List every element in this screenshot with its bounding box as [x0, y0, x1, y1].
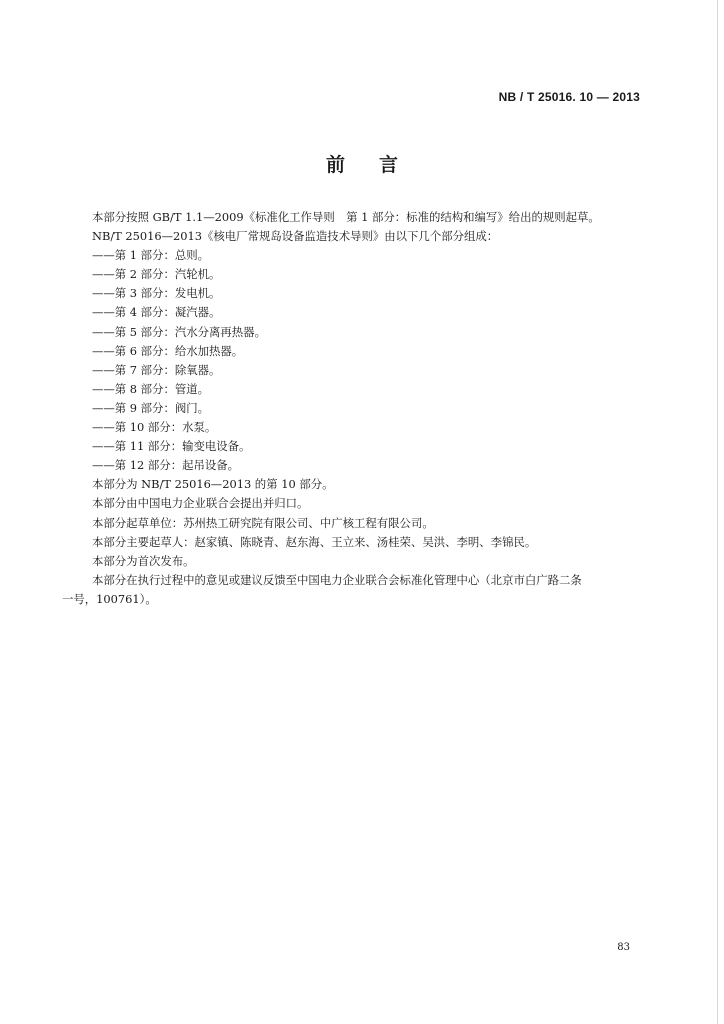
page-number: 83: [617, 942, 630, 953]
drafting-units-statement: 本部分起草单位：苏州热工研究院有限公司、中广核工程有限公司。: [92, 515, 434, 530]
list-item: ——第 11 部分：输变电设备。: [92, 439, 251, 454]
page-title: 前言: [325, 154, 432, 176]
feedback-statement-line-2: 一号，100761）。: [62, 591, 157, 606]
list-item: ——第 8 部分：管道。: [92, 381, 210, 396]
list-item: ——第 4 部分：凝汽器。: [92, 305, 221, 320]
list-item: ——第 9 部分：阀门。: [92, 400, 210, 415]
body-text: [62, 208, 662, 609]
list-item: ——第 12 部分：起吊设备。: [92, 458, 240, 473]
proposed-by-statement: 本部分由中国电力企业联合会提出并归口。: [92, 496, 309, 511]
first-release-statement: 本部分为首次发布。: [92, 553, 195, 568]
this-part-statement: 本部分为 NB/T 25016—2013 的第 10 部分。: [92, 477, 334, 492]
feedback-statement-line-1: 本部分在执行过程中的意见或建议反馈至中国电力企业联合会标准化管理中心（北京市白广路二条: [92, 572, 582, 587]
list-item: ——第 7 部分：除氧器。: [92, 362, 221, 377]
document-number: NB / T 25016. 10 — 2013: [498, 90, 640, 104]
list-item: ——第 2 部分：汽轮机。: [92, 267, 221, 282]
list-item: ——第 5 部分：汽水分离再热器。: [92, 324, 266, 339]
list-item: ——第 1 部分：总则。: [92, 248, 210, 263]
list-item: ——第 3 部分：发电机。: [92, 286, 221, 301]
list-item: ——第 6 部分：给水加热器。: [92, 343, 244, 358]
drafters-statement: 本部分主要起草人：赵家镇、陈晓青、赵东海、王立来、汤桂荣、吴洪、李明、李锦民。: [92, 534, 537, 549]
composition-paragraph: NB/T 25016—2013《核电厂常规岛设备监造技术导则》由以下几个部分组成：: [92, 229, 499, 244]
intro-paragraph: 本部分按照 GB/T 1.1—2009《标准化工作导则 第 1 部分：标准的结构和编写》给出的规则起草。: [92, 210, 600, 224]
list-item: ——第 10 部分：水泵。: [92, 420, 217, 435]
